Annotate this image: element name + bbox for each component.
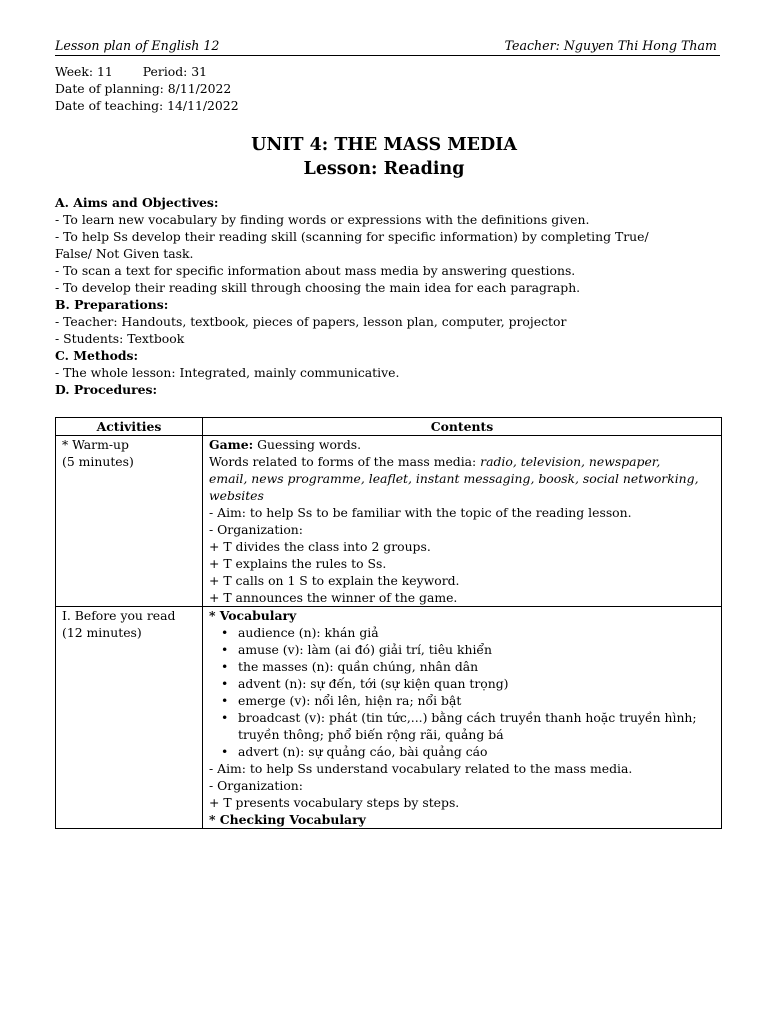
vocabulary-item: • emerge (v): nổi lên, hiện ra; nổi bật	[235, 692, 717, 709]
content-cell	[203, 436, 722, 607]
table-header-row	[56, 418, 722, 436]
table-row	[56, 607, 722, 829]
content-line: + T announces the winner of the game.	[209, 590, 458, 605]
table-row	[56, 436, 722, 607]
words-list: websites	[209, 488, 264, 503]
content-cell	[203, 607, 722, 829]
words-list: email, news programme, leaflet, instant messaging, boosk, social networking,	[209, 471, 699, 486]
content-line: - Organization:	[209, 522, 303, 537]
content-line: - Aim: to help Ss to be familiar with the topic of the reading lesson.	[209, 505, 632, 520]
aims-line: - To help Ss develop their reading skill (scanning for specific information) by completing True/	[55, 229, 649, 244]
content-line: + T calls on 1 S to explain the keyword.	[209, 573, 460, 588]
preparation-line: - Teacher: Handouts, textbook, pieces of papers, lesson plan, computer, projector	[55, 314, 567, 329]
aims-line: - To develop their reading skill through choosing the main idea for each paragraph.	[55, 280, 581, 295]
aims-heading: A. Aims and Objectives:	[55, 195, 219, 210]
game-text: Guessing words.	[253, 437, 362, 452]
vocabulary-item: • broadcast (v): phát (tin tức,...) bằng cách truyền thanh hoặc truyền hình; truyền thông; phổ biến rộng rãi, quảng bá	[235, 709, 717, 743]
activity-time: (12 minutes)	[62, 625, 142, 640]
lesson-meta	[55, 63, 239, 114]
title-block	[0, 133, 768, 181]
activity-cell	[56, 607, 203, 829]
date-of-teaching: Date of teaching: 14/11/2022	[55, 98, 239, 113]
methods-heading: C. Methods:	[55, 348, 139, 363]
content-line: + T explains the rules to Ss.	[209, 556, 387, 571]
week: Week: 11	[55, 64, 113, 79]
vocabulary-item-continued: truyền thông; phổ biến rộng rãi, quảng bá	[238, 727, 504, 742]
header-right: Teacher: Nguyen Thi Hong Tham	[504, 38, 717, 53]
vocabulary-list	[209, 624, 717, 760]
game-label: Game:	[209, 437, 254, 452]
activity-name: I. Before you read	[62, 608, 176, 623]
lesson-sections	[55, 194, 725, 398]
preparations-heading: B. Preparations:	[55, 297, 169, 312]
activity-cell	[56, 436, 203, 607]
vocabulary-heading: * Vocabulary	[209, 608, 297, 623]
content-line: - Organization:	[209, 778, 303, 793]
activity-time: (5 minutes)	[62, 454, 134, 469]
content-line: + T presents vocabulary steps by steps.	[209, 795, 460, 810]
words-label: Words related to forms of the mass media:	[209, 454, 481, 469]
methods-line: - The whole lesson: Integrated, mainly communicative.	[55, 365, 400, 380]
date-of-planning: Date of planning: 8/11/2022	[55, 81, 232, 96]
aims-line: False/ Not Given task.	[55, 246, 194, 261]
lesson-title: Lesson: Reading	[303, 159, 465, 179]
vocabulary-item: • audience (n): khán giả	[235, 624, 717, 641]
header-left: Lesson plan of English 12	[55, 38, 220, 53]
vocabulary-item: • the masses (n): quần chúng, nhân dân	[235, 658, 717, 675]
preparation-line: - Students: Textbook	[55, 331, 185, 346]
vocabulary-item: • amuse (v): làm (ai đó) giải trí, tiêu khiển	[235, 641, 717, 658]
aims-line: - To learn new vocabulary by finding words or expressions with the definitions given.	[55, 212, 590, 227]
content-line: + T divides the class into 2 groups.	[209, 539, 431, 554]
words-list: radio, television, newspaper,	[480, 454, 661, 469]
period: Period: 31	[142, 64, 208, 79]
checking-vocabulary-heading: * Checking Vocabulary	[209, 812, 366, 827]
contents-header: Contents	[203, 418, 722, 436]
activity-name: * Warm-up	[62, 437, 129, 452]
procedures-table	[55, 417, 722, 829]
aims-line: - To scan a text for specific information about mass media by answering questions.	[55, 263, 576, 278]
page-header	[55, 37, 720, 56]
procedures-heading: D. Procedures:	[55, 382, 158, 397]
activities-header: Activities	[56, 418, 203, 436]
vocabulary-item: • advert (n): sự quảng cáo, bài quảng cáo	[235, 743, 717, 760]
unit-title: UNIT 4: THE MASS MEDIA	[251, 135, 517, 155]
content-line: - Aim: to help Ss understand vocabulary related to the mass media.	[209, 761, 633, 776]
vocabulary-item: • advent (n): sự đến, tới (sự kiện quan trọng)	[235, 675, 717, 692]
